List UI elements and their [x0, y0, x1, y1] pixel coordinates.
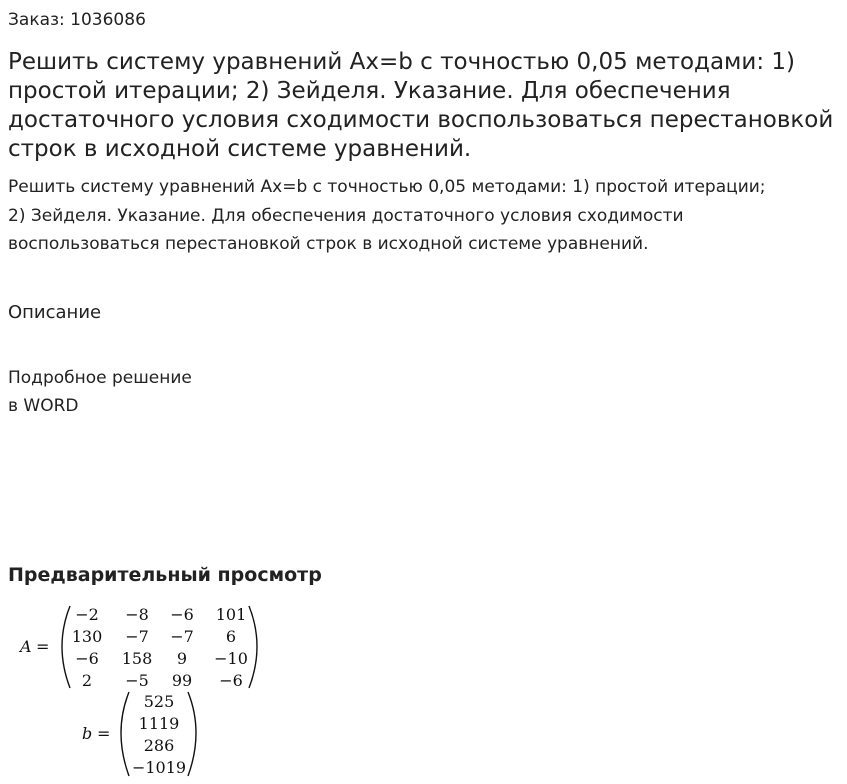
vector-left-paren — [121, 692, 129, 776]
formula-svg — [0, 598, 300, 780]
matrix-right-paren — [249, 606, 257, 688]
solution-line-1: Подробное решение — [8, 368, 192, 388]
vector-cell: 286 — [143, 736, 175, 755]
matrix-cell: −7 — [125, 627, 149, 646]
solution-info — [8, 364, 192, 420]
matrix-cell: −6 — [75, 649, 99, 668]
order-number: Заказ: 1036086 — [8, 10, 146, 30]
matrix-cell: 101 — [215, 605, 247, 624]
matrix-cell: 99 — [171, 671, 193, 690]
matrix-cell: 2 — [81, 671, 93, 690]
matrix-cell: −10 — [214, 649, 248, 668]
matrix-cell: 130 — [71, 627, 103, 646]
vector-cell: 525 — [143, 692, 175, 711]
matrix-cell: −5 — [125, 671, 149, 690]
vector-equals: = — [97, 724, 111, 743]
vector-right-paren — [188, 692, 196, 776]
vector-cell: 1119 — [138, 714, 180, 733]
task-description: Решить систему уравнений Ax=b с точностью 0,05 методами: 1) простой итерации; 2) Зейделя. Указание. Для обеспечения достаточного условия сходимости воспользоваться перестановкой строк в исходной системе уравнений. — [8, 177, 766, 254]
matrix-cell: 9 — [176, 649, 188, 668]
matrix-left-paren — [62, 606, 70, 688]
matrix-cell: 6 — [225, 627, 237, 646]
matrix-cell: −7 — [170, 627, 194, 646]
page-title: Решить систему уравнений Ax=b с точностью 0,05 методами: 1) простой итерации; 2) Зейделя. Указание. Для обеспечения достаточного условия сходимости воспользоваться перестановкой строк в исходной системе уравнений. — [8, 49, 834, 162]
matrix-cell: −8 — [125, 605, 149, 624]
matrix-cell: −2 — [75, 605, 99, 624]
preview-formula — [0, 598, 300, 784]
matrix-cell: −6 — [219, 671, 243, 690]
preview-heading: Предварительный просмотр — [8, 564, 322, 586]
matrix-name: A — [20, 637, 32, 656]
vector-cell: −1019 — [131, 758, 187, 777]
description-label: Описание — [8, 302, 102, 323]
vector-name: b — [82, 724, 93, 743]
matrix-cell: 158 — [121, 649, 153, 668]
matrix-cell: −6 — [170, 605, 194, 624]
matrix-equals: = — [36, 637, 50, 656]
solution-line-2: в WORD — [8, 396, 79, 416]
